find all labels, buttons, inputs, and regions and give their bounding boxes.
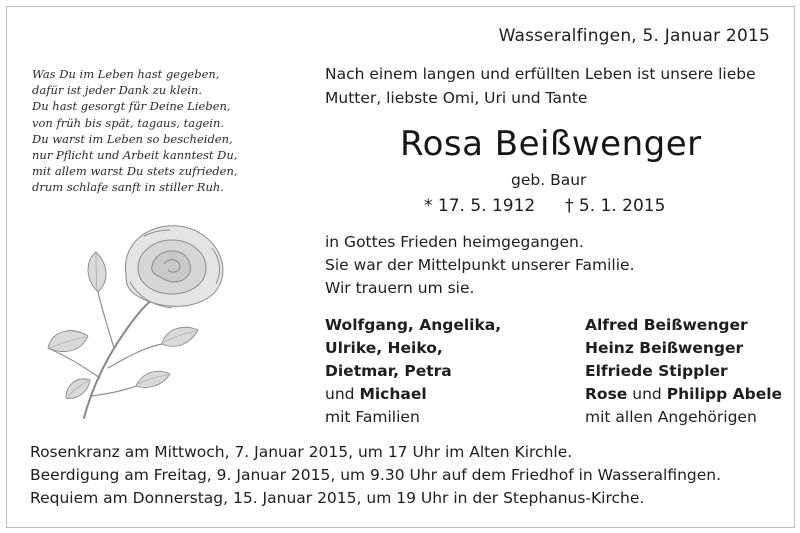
mourner-name: Philipp Abele xyxy=(666,385,783,403)
mourner-line: mit Familien xyxy=(325,408,420,426)
mourner-line: Alfred Beißwenger xyxy=(585,316,748,334)
mourner-name: Michael xyxy=(359,385,427,403)
poem-line: von früh bis spät, tagaus, tagein. xyxy=(32,115,225,130)
service-line: Rosenkranz am Mittwoch, 7. Januar 2015, um 17 Uhr im Alten Kirchle. xyxy=(30,443,573,461)
memorial-poem xyxy=(32,66,272,196)
poem-line: Du warst im Leben so bescheiden, xyxy=(32,131,233,146)
rose-illustration xyxy=(26,218,246,423)
date-line: Wasseralfingen, 5. Januar 2015 xyxy=(498,26,770,46)
poem-line: Was Du im Leben hast gegeben, xyxy=(32,67,220,81)
intro-line: Nach einem langen und erfüllten Leben ist unsere liebe xyxy=(325,65,756,83)
deceased-name: Rosa Beißwenger xyxy=(400,124,702,164)
poem-line: mit allem warst Du stets zufrieden, xyxy=(32,164,238,179)
death-date: † 5. 1. 2015 xyxy=(565,196,666,216)
service-line: Requiem am Donnerstag, 15. Januar 2015, um 19 Uhr in der Stephanus-Kirche. xyxy=(30,489,645,507)
birth-date: * 17. 5. 1912 xyxy=(424,196,536,216)
mourner-line: Elfriede Stippler xyxy=(585,362,728,380)
body-line: Sie war der Mittelpunkt unserer Familie. xyxy=(325,256,635,274)
body-line: in Gottes Frieden heimgegangen. xyxy=(325,233,584,251)
mourner-line: Wolfgang, Angelika, xyxy=(325,316,502,334)
intro-text xyxy=(325,62,785,110)
maiden-name: geb. Baur xyxy=(511,171,587,189)
body-line: Wir trauern um sie. xyxy=(325,279,475,297)
mourners-left xyxy=(325,314,501,429)
mourners-right xyxy=(585,314,782,429)
mourner-conjunction: und xyxy=(632,385,662,403)
mourner-line xyxy=(585,383,782,406)
mourner-line: Heinz Beißwenger xyxy=(585,339,744,357)
service-schedule xyxy=(30,441,721,510)
mourner-conjunction: und xyxy=(325,385,355,403)
mourner-line: Dietmar, Petra xyxy=(325,362,452,380)
poem-line: dafür ist jeder Dank zu klein. xyxy=(32,83,203,98)
poem-line: drum schlafe sanft in stiller Ruh. xyxy=(32,180,224,195)
intro-line: Mutter, liebste Omi, Uri und Tante xyxy=(325,89,588,107)
service-line: Beerdigung am Freitag, 9. Januar 2015, um 9.30 Uhr auf dem Friedhof in Wasseralfingen. xyxy=(30,466,722,484)
mourner-line xyxy=(325,383,501,406)
body-text xyxy=(325,231,635,300)
mourner-name: Rose xyxy=(585,385,628,403)
mourner-line: Ulrike, Heiko, xyxy=(325,339,443,357)
poem-line: nur Pflicht und Arbeit kanntest Du, xyxy=(32,148,238,163)
mourner-line: mit allen Angehörigen xyxy=(585,408,757,426)
poem-line: Du hast gesorgt für Deine Lieben, xyxy=(32,99,231,114)
